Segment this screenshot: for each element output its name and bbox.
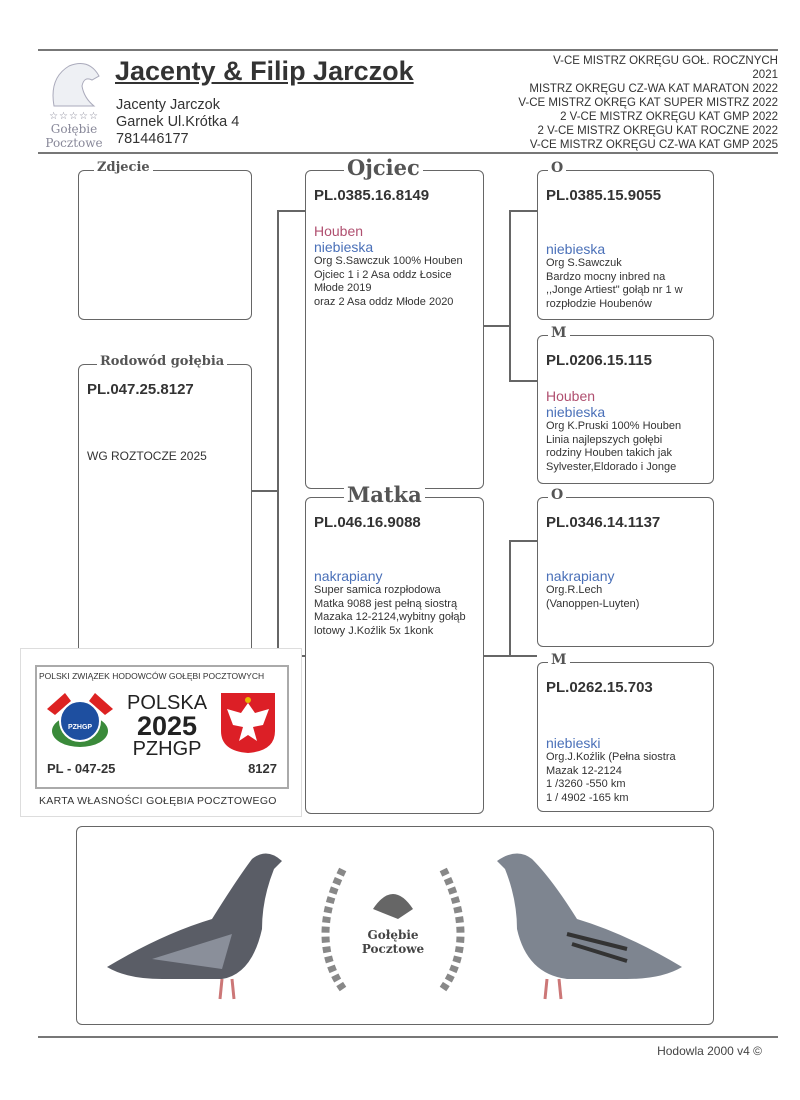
connector [509, 210, 537, 212]
mother-father-ring: PL.0346.14.1137 [546, 514, 661, 531]
achievement: MISTRZ OKRĘGU CZ-WA KAT MARATON 2022 [529, 83, 778, 95]
pigeon-ring: PL.047.25.8127 [87, 381, 194, 398]
card-caption: KARTA WŁASNOŚCI GOŁĘBIA POCZTOWEGO [39, 795, 277, 807]
mother-father-desc: Org.R.Lech (Vanoppen-Luyten) [546, 584, 640, 610]
mother-mother-ring: PL.0262.15.703 [546, 679, 653, 696]
ownership-card [20, 648, 302, 817]
father-ring: PL.0385.16.8149 [314, 187, 430, 204]
mother-box [305, 482, 484, 814]
connector [277, 210, 305, 212]
top-divider [38, 49, 778, 51]
father-box [305, 155, 484, 489]
father-mother-desc: Org K.Pruski 100% Houben Linia najlepszych gołębi rodziny Houben takich jak Sylvester,Eldorado i Jonge [546, 420, 682, 473]
pzhgp-logo-icon [45, 689, 115, 751]
mother-mother-color: niebieski [546, 735, 601, 751]
connector [509, 380, 537, 382]
golebie-pocztowe-emblem [303, 839, 483, 1014]
mother-father-box [537, 487, 714, 647]
connector [482, 325, 510, 327]
father-father-ring: PL.0385.15.9055 [546, 187, 662, 204]
pigeon-image-left [102, 839, 292, 1009]
achievements-list [448, 54, 778, 152]
father-color: niebieska [314, 239, 374, 255]
connector [277, 210, 279, 656]
footer-divider [38, 1036, 778, 1038]
pigeon-head-icon [44, 58, 104, 108]
mother-father-color: nakrapiany [546, 568, 615, 584]
footer-credit: Hodowla 2000 v4 © [657, 1044, 762, 1058]
connector [509, 540, 537, 542]
mother-mother-label: M [548, 652, 570, 668]
father-father-box [537, 160, 714, 320]
connector [482, 655, 510, 657]
logo-stars: ☆☆☆☆☆ [49, 111, 99, 122]
pigeon-label: Rodowód gołębia [97, 354, 227, 369]
card-ring-right: 8127 [248, 761, 277, 776]
achievement: 2 V-CE MISTRZ OKRĘGU KAT GMP 2022 [560, 111, 778, 123]
connector [509, 210, 511, 380]
pigeon-image-right [477, 839, 687, 1009]
card-ring-left: PL - 047-25 [47, 761, 116, 776]
mother-mother-box [537, 652, 714, 812]
card-frame [35, 665, 289, 789]
achievement: 2 V-CE MISTRZ OKRĘGU KAT ROCZNE 2022 [537, 125, 778, 137]
mother-color: nakrapiany [314, 568, 383, 584]
breeder-logo [38, 58, 110, 150]
father-mother-ring: PL.0206.15.115 [546, 352, 652, 369]
polish-eagle-emblem-icon [219, 691, 277, 755]
father-father-label: O [548, 160, 566, 176]
breeder-phone: 781446177 [116, 131, 189, 147]
father-mother-label: M [548, 325, 570, 341]
mother-mother-desc: Org.J.Koźlik (Pełna siostra Mazak 12-2124 1 /3260 -550 km 1 / 4902 -165 km [546, 751, 676, 804]
card-year: 2025 [136, 711, 198, 741]
connector [509, 655, 537, 657]
mother-label: Matka [344, 482, 425, 507]
father-label: Ojciec [344, 155, 423, 180]
card-title [127, 693, 207, 759]
father-breed: Houben [314, 223, 364, 239]
father-mother-breed: Houben [546, 388, 596, 404]
header-divider [38, 152, 778, 154]
connector [509, 540, 511, 655]
breeder-info [116, 97, 239, 148]
father-mother-box [537, 325, 714, 484]
breeder-title: Jacenty & Filip Jarczok [115, 56, 414, 86]
pigeon-note: WG ROZTOCZE 2025 [87, 449, 207, 463]
mother-ring: PL.046.16.9088 [314, 514, 421, 531]
achievement: V-CE MISTRZ OKRĘGU GOŁ. ROCZNYCH [553, 55, 778, 67]
achievement: V-CE MISTRZ OKRĘGU CZ-WA KAT GMP 2025 [529, 139, 778, 151]
svg-text:Gołębie: Gołębie [367, 928, 419, 942]
mother-father-label: O [548, 487, 566, 503]
achievement: 2021 [752, 69, 778, 81]
photo-label: Zdjecie [94, 160, 153, 175]
father-mother-color: niebieska [546, 404, 606, 420]
connector [250, 490, 278, 492]
logo-text-1: Gołębie [50, 122, 98, 136]
card-org: POLSKI ZWIĄZEK HODOWCÓW GOŁĘBI POCZTOWYCH [39, 671, 265, 681]
card-pzhgp: PZHGP [132, 738, 202, 760]
photo-box [78, 160, 252, 320]
father-father-desc: Org S.Sawczuk Bardzo mocny inbred na ,,Jonge Artiest" gołąb nr 1 w rozpłodzie Houbenów [546, 257, 683, 310]
mother-desc: Super samica rozpłodowa Matka 9088 jest pełną siostrą Mazaka 12-2124,wybitny gołąb lotowy J.Koźlik 5x 1konk [314, 584, 466, 637]
achievement: V-CE MISTRZ OKRĘG KAT SUPER MISTRZ 2022 [518, 97, 778, 109]
card-polska: POLSKA [127, 692, 208, 714]
breeder-address: Garnek Ul.Krótka 4 [116, 114, 240, 130]
father-desc: Org S.Sawczuk 100% Houben Ojciec 1 i 2 Asa oddz Łosice Młode 2019 oraz 2 Asa oddz Młode 2020 [314, 255, 463, 308]
logo-text-2: Pocztowe [45, 136, 103, 150]
svg-text:PZHGP: PZHGP [67, 724, 93, 731]
father-father-color: niebieska [546, 241, 606, 257]
pigeon-images-box [76, 826, 714, 1025]
svg-text:Pocztowe: Pocztowe [361, 942, 425, 956]
breeder-name: Jacenty Jarczok [116, 97, 220, 113]
